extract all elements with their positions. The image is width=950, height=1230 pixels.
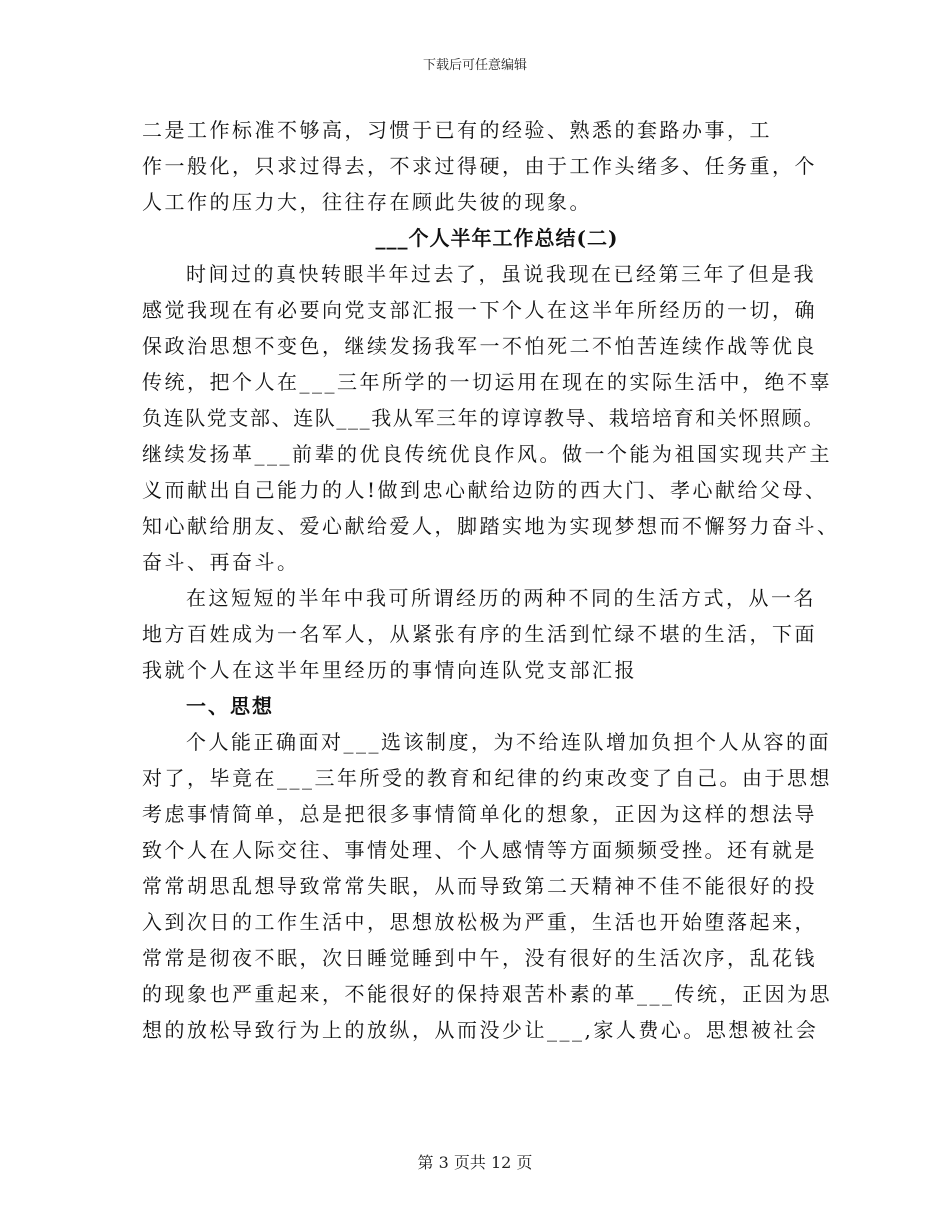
text-line: 地方百姓成为一名军人，从紧张有序的生活到忙绿不堪的生活，下面 xyxy=(142,622,817,646)
text-line: 保政治思想不变色，继续发扬我军一不怕死二不怕苦连续作战等优良 xyxy=(142,334,817,358)
section-title: ___个人半年工作总结(二) xyxy=(375,226,619,250)
text-line: 继续发扬革___前辈的优良传统优良作风。做一个能为祖国实现共产主 xyxy=(142,442,832,466)
text-line: 奋斗、再奋斗。 xyxy=(142,550,300,574)
text-line: 作一般化，只求过得去，不求过得硬，由于工作头绪多、任务重，个 xyxy=(142,154,817,178)
text-line: 个人能正确面对___选该制度，为不给连队增加负担个人从容的面 xyxy=(186,730,831,754)
text-line: 在这短短的半年中我可所谓经历的两种不同的生活方式，从一名 xyxy=(186,586,816,610)
text-line: 常常是彻夜不眠，次日睡觉睡到中午，没有很好的生活次序，乱花钱 xyxy=(142,946,817,970)
text-line: 人工作的压力大，往往存在顾此失彼的现象。 xyxy=(142,190,592,214)
section-heading: 一、思想 xyxy=(186,694,274,718)
page-footer: 第 3 页共 12 页 xyxy=(417,1153,533,1172)
text-line: 传统，把个人在___三年所学的一切运用在现在的实际生活中，绝不辜 xyxy=(142,370,832,394)
text-line: 致个人在人际交往、事情处理、个人感情等方面频频受挫。还有就是 xyxy=(142,838,817,862)
text-line: 时间过的真快转眼半年过去了，虽说我现在已经第三年了但是我 xyxy=(186,262,816,286)
text-line: 想的放松导致行为上的放纵，从而没少让___,家人费心。思想被社会 xyxy=(142,1018,819,1042)
text-line: 感觉我现在有必要向党支部汇报一下个人在这半年所经历的一切，确 xyxy=(142,298,817,322)
text-line: 对了，毕竟在___三年所受的教育和纪律的约束改变了自己。由于思想 xyxy=(142,766,832,790)
text-line: 负连队党支部、连队___我从军三年的谆谆教导、栽培培育和关怀照顾。 xyxy=(142,406,825,430)
text-line: 二是工作标准不够高，习惯于已有的经验、熟悉的套路办事，工 xyxy=(142,118,772,142)
text-line: 常常胡思乱想导致常常失眠，从而导致第二天精神不佳不能很好的投 xyxy=(142,874,817,898)
document-body xyxy=(142,112,840,1048)
text-line: 的现象也严重起来，不能很好的保持艰苦朴素的革___传统，正因为思 xyxy=(142,982,832,1006)
text-line: 考虑事情简单，总是把很多事情简单化的想象，正因为这样的想法导 xyxy=(142,802,817,826)
text-line: 我就个人在这半年里经历的事情向连队党支部汇报 xyxy=(142,658,637,682)
page-header: 下载后可任意编辑 xyxy=(422,58,527,73)
text-line: 入到次日的工作生活中，思想放松极为严重，生活也开始堕落起来， xyxy=(142,910,817,934)
text-line: 义而献出自己能力的人!做到忠心献给边防的西大门、孝心献给父母、 xyxy=(142,478,828,502)
text-line: 知心献给朋友、爱心献给爱人，脚踏实地为实现梦想而不懈努力奋斗、 xyxy=(142,514,840,538)
